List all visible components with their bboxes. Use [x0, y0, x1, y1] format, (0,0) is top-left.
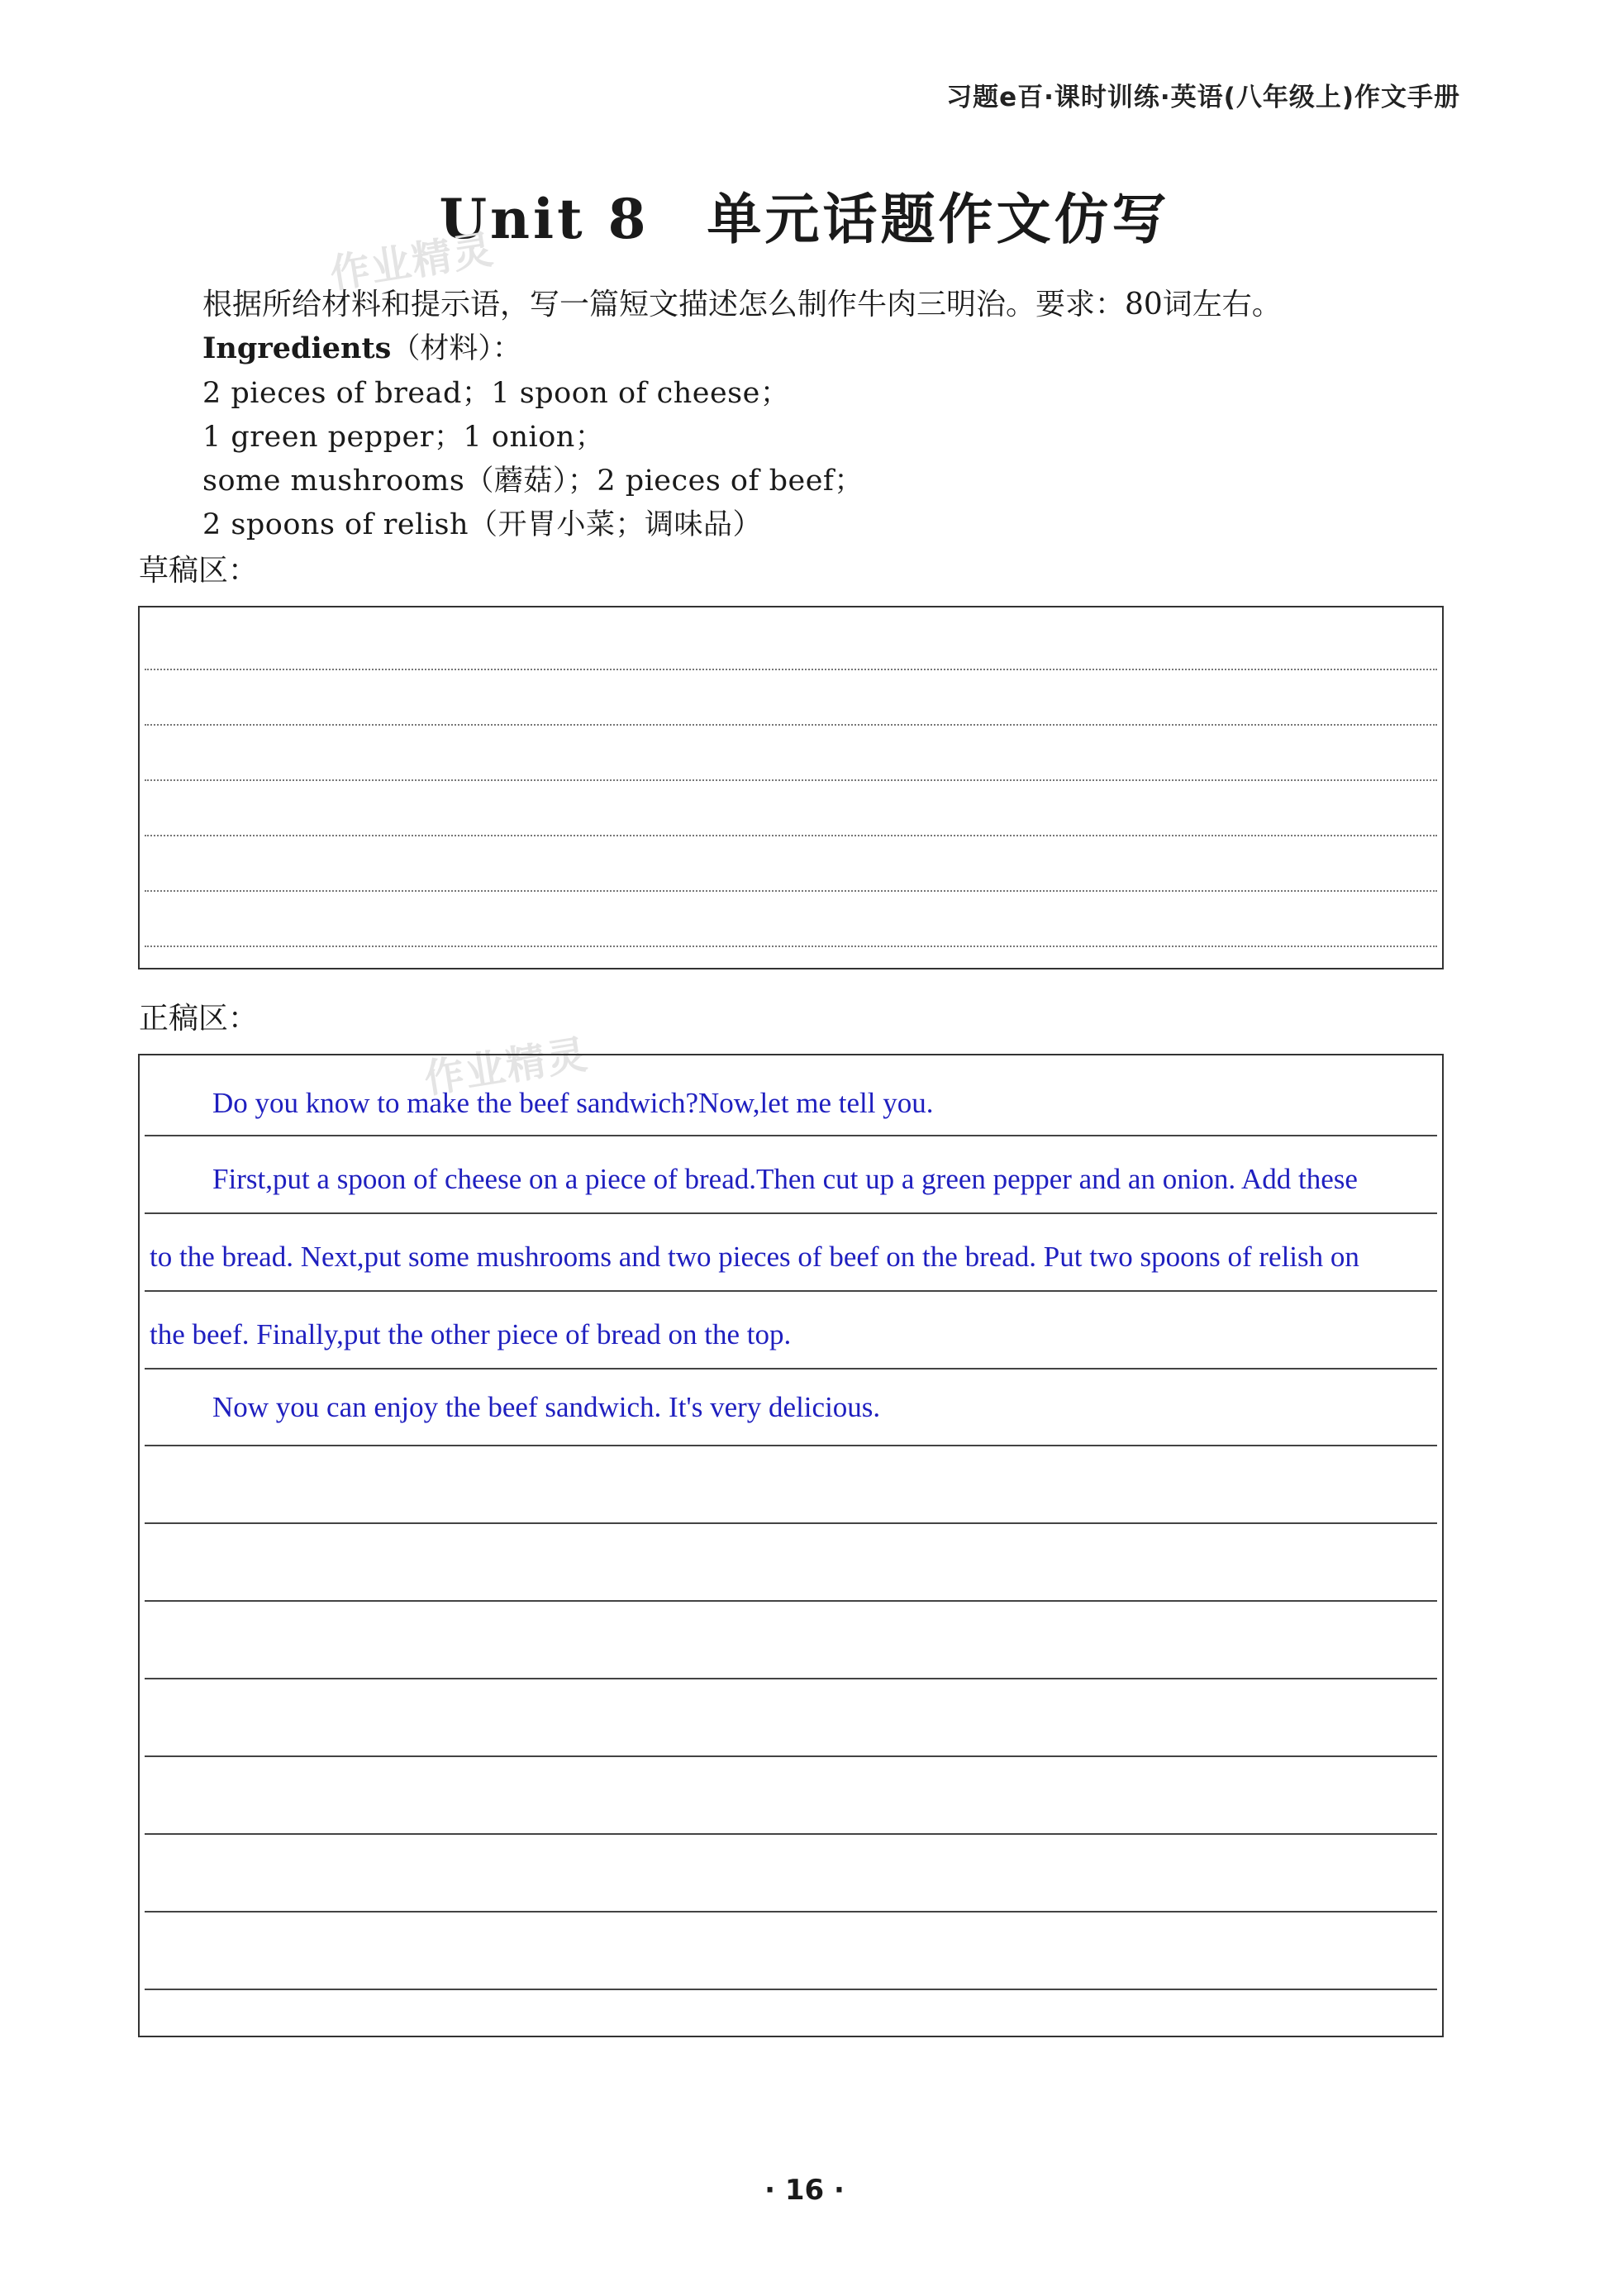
- ingredients-label-suffix: （材料）：: [391, 332, 521, 365]
- writing-line: [145, 1212, 1437, 1214]
- ingredients-heading: [202, 326, 521, 367]
- ingredients-label: Ingredients: [202, 331, 392, 365]
- writing-line: [145, 1290, 1437, 1292]
- ingredient-line: some mushrooms（蘑菇）；2 pieces of beef；: [202, 464, 864, 498]
- draft-line: [145, 835, 1437, 836]
- ingredient-line: 2 spoons of relish（开胃小菜；调味品）: [202, 508, 763, 541]
- watermark-middle: 作业精灵: [421, 1031, 592, 1103]
- essay-line: Now you can enjoy the beef sandwich. It's very delicious.: [212, 1391, 881, 1423]
- essay-line: to the bread. Next,put some mushrooms and two pieces of beef on the bread. Put two spoons of relish on: [150, 1241, 1359, 1273]
- draft-line: [145, 946, 1437, 947]
- draft-line: [145, 890, 1437, 892]
- watermark-top: 作业精灵: [326, 226, 497, 298]
- ingredient-line: 1 green pepper；1 onion；: [202, 421, 605, 454]
- writing-line: [145, 1833, 1437, 1835]
- page-title: Unit 8 单元话题作文仿写: [439, 187, 1170, 251]
- writing-line: [145, 1755, 1437, 1757]
- writing-line: [145, 1368, 1437, 1370]
- writing-line: [145, 1600, 1437, 1602]
- draft-line: [145, 779, 1437, 781]
- essay-line: the beef. Finally,put the other piece of bread on the top.: [150, 1318, 792, 1350]
- writing-line: [145, 1522, 1437, 1524]
- draft-label: 草稿区：: [139, 554, 259, 588]
- essay-line: First,put a spoon of cheese on a piece of bread.Then cut up a green pepper and an onion. Add these: [212, 1163, 1358, 1195]
- page-number: · 16 ·: [764, 2174, 845, 2207]
- draft-line: [145, 724, 1437, 726]
- book-header: 习题e百·课时训练·英语(八年级上)作文手册: [946, 83, 1460, 112]
- final-label: 正稿区：: [139, 1002, 259, 1036]
- draft-box[interactable]: [138, 606, 1444, 969]
- essay-line: Do you know to make the beef sandwich?Now,let me tell you.: [212, 1087, 934, 1119]
- writing-line: [145, 1135, 1437, 1136]
- writing-line: [145, 1678, 1437, 1679]
- final-draft-box[interactable]: [138, 1054, 1444, 2037]
- writing-line: [145, 1989, 1437, 1990]
- draft-line: [145, 669, 1437, 670]
- writing-line: [145, 1911, 1437, 1913]
- writing-line: [145, 1445, 1437, 1446]
- task-instruction: 根据所给材料和提示语，写一篇短文描述怎么制作牛肉三明治。要求：80词左右。: [202, 288, 1282, 322]
- ingredient-line: 2 pieces of bread；1 spoon of cheese；: [202, 377, 790, 410]
